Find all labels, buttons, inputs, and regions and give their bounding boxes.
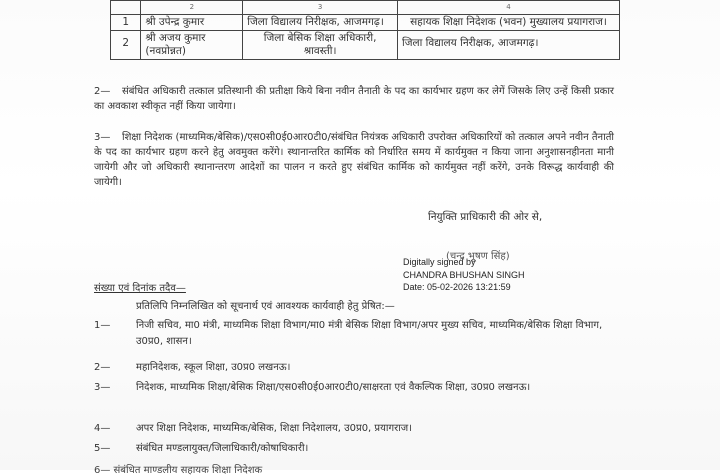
paragraph-number: 3— bbox=[94, 132, 111, 143]
item-number: 2— bbox=[94, 362, 111, 373]
transfer-table bbox=[110, 0, 620, 60]
signatory-name: (चन्द्र भूषण सिंह) bbox=[446, 251, 510, 262]
header-cell: 3 bbox=[243, 1, 398, 15]
table-row bbox=[111, 31, 620, 60]
list-item bbox=[94, 318, 604, 352]
paragraph-text: शिक्षा निदेशक (माध्यमिक/बेसिक)/एस0सी0ई0आर0टी0/संबंधित नियंत्रक अधिकारी उपरोक्त अधिकारियों को तत्काल अपने नवीन तैनाती के पद का कार्यभार ग्रहण करने हेतु अवमुक्त करेंगे। स्थानान्तरित कार्मिक को निर्धारित समय में कार्यमुक्त न किया जाना अनुशासनहीनता मानी जायेगी और जो अधिकारी स्थानान्तरण आदेशों का पालन न करते हुए संबंधित कार्मिक को कार्यमुक्त नहीं करेंगे, उनके विरूद्ध कार्यवाही की जायेगी। bbox=[94, 132, 614, 188]
item-number: 4— bbox=[94, 423, 111, 434]
reference-label: संख्या एवं दिनांक तदैव— bbox=[94, 283, 186, 294]
current-post: जिला बेसिक शिक्षा अधिकारी, श्रावस्ती। bbox=[243, 31, 398, 60]
paragraph-number: 2— bbox=[94, 86, 111, 97]
row-number: 2 bbox=[111, 31, 141, 60]
truncated-line: 6— संबंधित माण्डलीय सहायक शिक्षा निदेशक bbox=[94, 465, 263, 476]
header-cell bbox=[111, 1, 141, 15]
item-text: संबंधित मण्डलायुक्त/जिलाधिकारी/कोषाधिकारी। bbox=[136, 443, 309, 454]
item-text: निजी सचिव, मा0 मंत्री, माध्यमिक शिक्षा विभाग/मा0 मंत्री बेसिक शिक्षा विभाग/अपर मुख्य सचिव, माध्यमिक/बेसिक शिक्षा विभाग, उ0प्र0, शासन। bbox=[136, 320, 603, 347]
current-post: जिला विद्यालय निरीक्षक, आजमगढ़। bbox=[243, 15, 398, 31]
officer-name: श्री अजय कुमार (नवप्रोन्नत) bbox=[141, 31, 243, 60]
paragraph-text: संबंधित अधिकारी तत्काल प्रतिस्थानी की प्रतीक्षा किये बिना नवीन तैनाती के पद का कार्यभार ग्रहण कर लेगें जिसके लिए उन्हें किसी प्रकार का अवकाश स्वीकृत नहीं किया जायेगा। bbox=[94, 86, 614, 112]
item-number: 1— bbox=[94, 320, 111, 331]
item-text: अपर शिक्षा निदेशक, माध्यमिक/बेसिक, शिक्षा निदेशालय, उ0प्र0, प्रयागराज। bbox=[136, 423, 413, 434]
paragraph-2 bbox=[94, 84, 614, 114]
item-number: 5— bbox=[94, 443, 111, 454]
list-item bbox=[94, 380, 604, 414]
new-post: जिला विद्यालय निरीक्षक, आजमगढ़। bbox=[397, 31, 619, 60]
digital-signature-date: Date: 05-02-2026 13:21:59 bbox=[403, 282, 511, 292]
authority-line: नियुक्ति प्राधिकारी की ओर से, bbox=[428, 211, 543, 223]
item-text: निदेशक, माध्यमिक शिक्षा/बेसिक शिक्षा/एस0सी0ई0आर0टी0/साक्षरता एवं वैकल्पिक शिक्षा, उ0प्र0 लखनऊ। bbox=[136, 382, 531, 393]
digital-signature bbox=[403, 256, 525, 294]
list-item bbox=[94, 421, 604, 437]
item-text: महानिदेशक, स्कूल शिक्षा, उ0प्र0 लखनऊ। bbox=[136, 362, 291, 373]
row-number: 1 bbox=[111, 15, 141, 31]
table-header-row bbox=[111, 1, 620, 15]
copy-intro: प्रतिलिपि निम्नलिखित को सूचनार्थ एवं आवश्यक कार्यवाही हेतु प्रेषित:— bbox=[136, 301, 395, 312]
digital-signer-name: CHANDRA BHUSHAN SINGH bbox=[403, 269, 525, 280]
header-cell: 4 bbox=[397, 1, 619, 15]
new-post: सहायक शिक्षा निदेशक (भवन) मुख्यालय प्रयागराज। bbox=[397, 15, 619, 31]
table-row bbox=[111, 15, 620, 31]
digital-signed-by: Digitally signed by bbox=[403, 257, 476, 267]
header-cell: 2 bbox=[141, 1, 243, 15]
item-number: 3— bbox=[94, 382, 111, 393]
list-item bbox=[94, 360, 604, 376]
paragraph-3 bbox=[94, 130, 614, 190]
officer-name: श्री उपेन्द्र कुमार bbox=[141, 15, 243, 31]
list-item bbox=[94, 441, 604, 457]
